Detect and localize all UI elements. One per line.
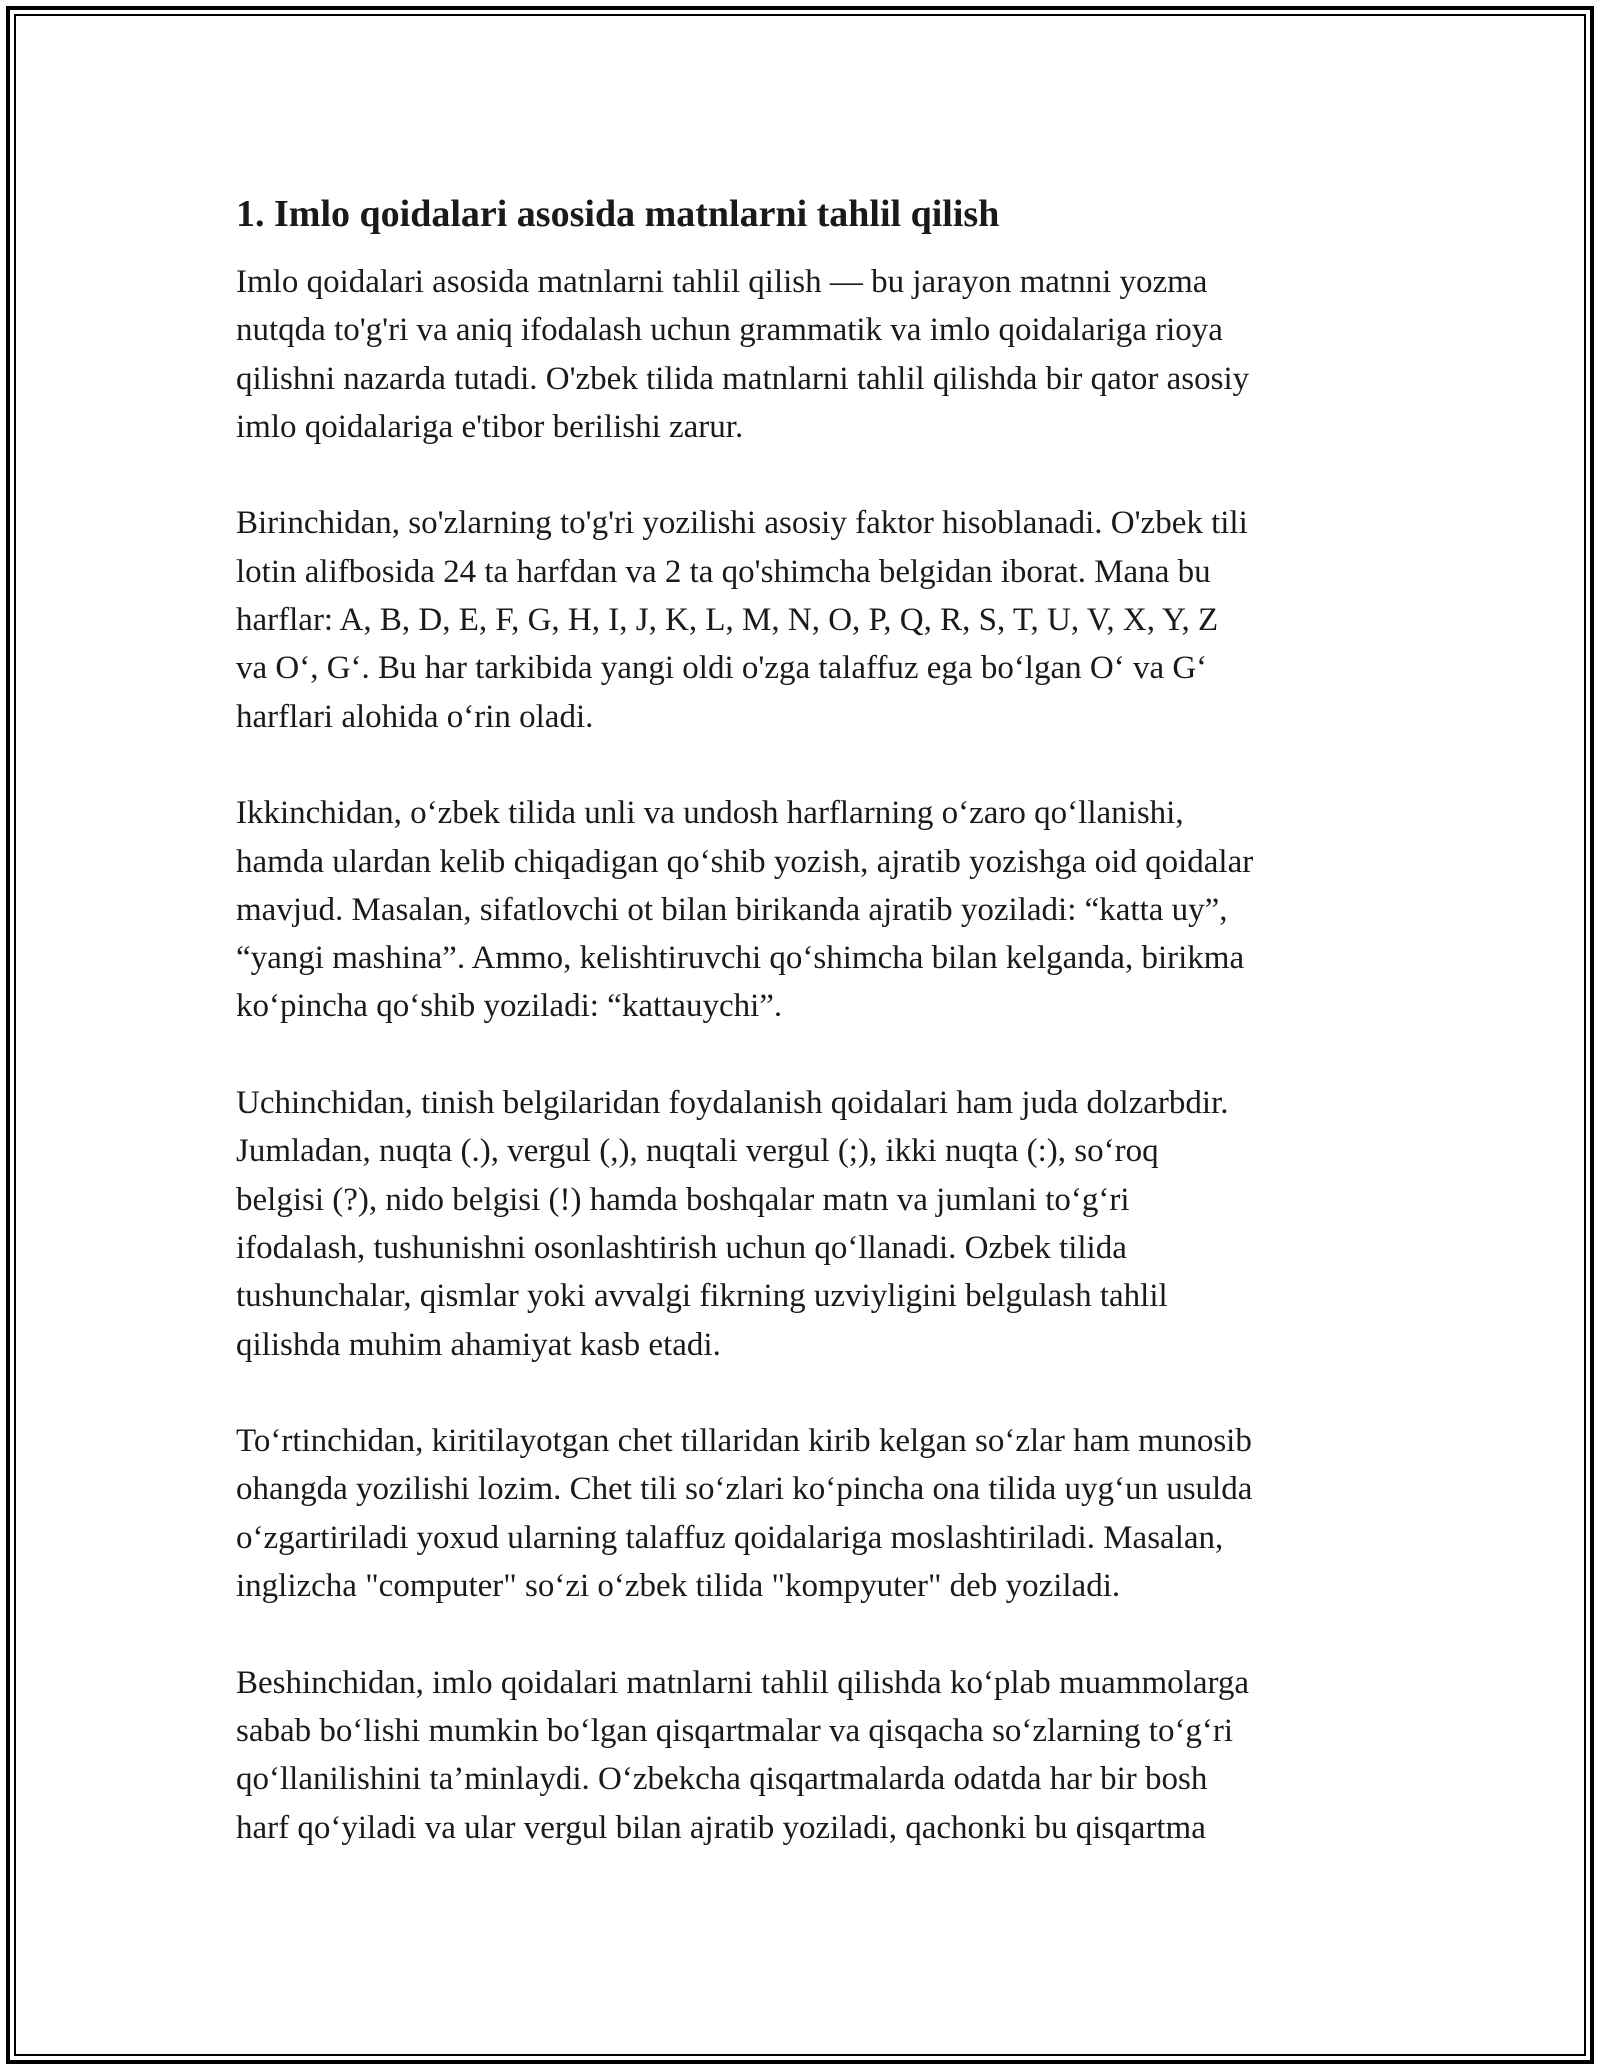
paragraph-first: Birinchidan, so'zlarning to'g'ri yozilishi asosiy faktor hisoblanadi. O'zbek tili lotin alifbosida 24 ta harfdan va 2 ta qo'shimcha belgidan iborat. Mana bu harflar: A, B, D, E, F, G, H, I, J, K, L, M, N, O, P, Q, R, S, T, U, V, X, Y, Z va O‘, G‘. Bu har tarkibida yangi oldi o'zga talaffuz ega bo‘lgan O‘ va G‘ harflari alohida o‘rin oladi. (236, 505, 1248, 735)
paragraph-third: Uchinchidan, tinish belgilaridan foydalanish qoidalari ham juda dolzarbdir. Jumladan, nuqta (.), vergul (,), nuqtali vergul (;), ikki nuqta (:), so‘roq belgisi (?), nido belgisi (!) hamda boshqalar matn va jumlani to‘g‘ri ifodalash, tushunishni osonlashtirish uchun qo‘llanadi. Ozbek tilida tushunchalar, qismlar yoki avvalgi fikrning uzviyligini belgulash tahlil qilishda muhim ahamiyat kasb etadi. (236, 1085, 1229, 1363)
paragraph-fifth: Beshinchidan, imlo qoidalari matnlarni tahlil qilishda ko‘plab muammolarga sabab bo‘lishi mumkin bo‘lgan qisqartmalar va qisqacha so‘zlarning to‘g‘ri qo‘llanilishini ta’minlaydi. O‘zbekcha qisqartmalarda odatda har bir bosh harf qo‘yiladi va ular vergul bilan ajratib yoziladi, qachonki bu qisqartma (236, 1664, 1250, 1846)
document-body (236, 186, 1376, 1900)
paragraph-intro: Imlo qoidalari asosida matnlarni tahlil qilish — bu jarayon matnni yozma nutqda to'g'ri va aniq ifodalash uchun grammatik va imlo qoidalariga rioya qilishni nazarda tutadi. O'zbek tilida matnlarni tahlil qilishda bir qator asosiy imlo qoidalariga e'tibor berilishi zarur. (236, 264, 1250, 445)
paragraph-fourth: To‘rtinchidan, kiritilayotgan chet tillaridan kirib kelgan so‘zlar ham munosib ohangda yozilishi lozim. Chet tili so‘zlari ko‘pincha ona tilida uyg‘un usulda o‘zgartiriladi yoxud ularning talaffuz qoidalariga moslashtiriladi. Masalan, inglizcha "computer" so‘zi o‘zbek tilida "kompyuter" deb yoziladi. (236, 1423, 1253, 1605)
section-heading: 1. Imlo qoidalari asosida matnlarni tahlil qilish (236, 193, 1000, 235)
paragraph-second: Ikkinchidan, o‘zbek tilida unli va undosh harflarning o‘zaro qo‘llanishi, hamda ulardan kelib chiqadigan qo‘shib yozish, ajratib yozishga oid qoidalar mavjud. Masalan, sifatlovchi ot bilan birikanda ajratib yoziladi: “katta uy”, “yangi mashina”. Ammo, kelishtiruvchi qo‘shimcha bilan kelganda, birikma ko‘pincha qo‘shib yoziladi: “kattauychi”. (236, 795, 1254, 1025)
